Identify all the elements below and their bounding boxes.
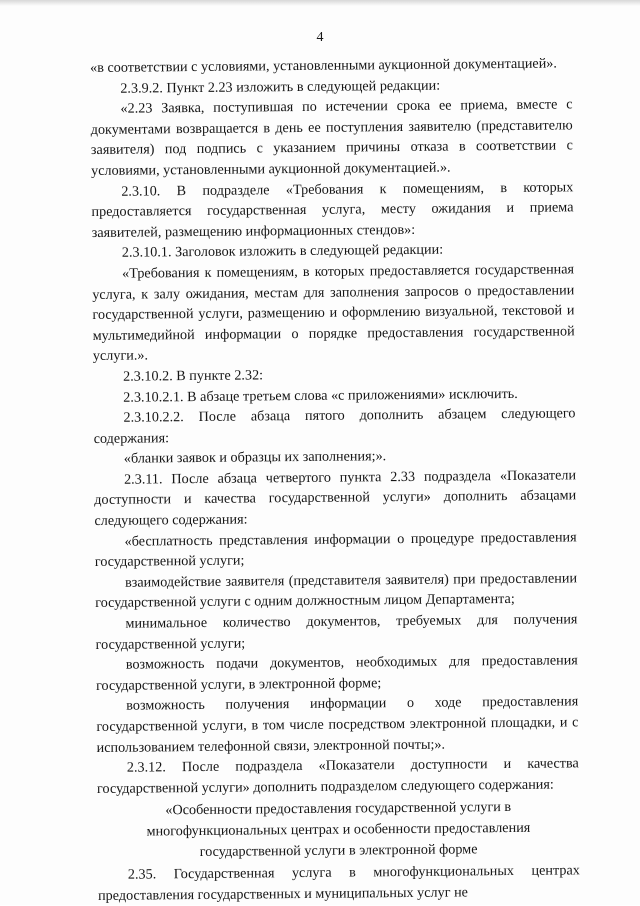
paragraph: 2.35. Государственная услуга в многофункциональных центрах предоставления государственных и муниципальных услуг не [97,862,580,904]
paragraph: 2.3.10.2.1. В абзаце третьем слова «с приложениями» исключить. [123,385,518,406]
paragraph: 2.3.10. В подразделе «Требования к помещениям, в которых предоставляется государственная услуга, месту ожидания и приема заявителей, размещению информационных стендов»: [91,178,574,241]
subsection-heading-line: «Особенности предоставления государственной услуги в [165,799,512,819]
paragraph: минимальное количество документов, требуемых для получения государственной услуги; [95,611,578,653]
subsection-heading-line: государственной услуги в электронной форме [199,840,478,860]
paragraph: 2.3.11. После абзаца четвертого пункта 2.33 подраздела «Показатели доступности и качества государственной услуги» дополнить абзацами следующего содержания: [94,467,577,530]
paragraph: 2.3.10.2.2. После абзаца пятого дополнить абзацем следующего содержания: [93,405,576,447]
subsection-heading [97,797,580,863]
paragraph: «2.23 Заявка, поступившая по истечении срока ее приема, вместе с документами возвращается в день ее поступления заявителю (представителю заявителя) под подпись с указанием причины отказа в соответствии с условиями, установленными аукционной документацией.». [90,96,573,179]
paragraph: возможность получения информации о ходе предоставления государственной услуги, в том числе посредством электронной площадки, и с использованием телефонной связи, электронной почты;». [96,693,579,756]
page-number: 4 [316,30,324,45]
paragraph: «бланки заявок и образцы их заполнения;». [123,448,387,467]
paragraph: «в соответствии с условиями, установленными аукционной документацией». [90,55,557,76]
paragraph: «Требования к помещениям, в которых предоставляется государственная услуга, к залу ожидания, местам для заполнения запросов о предоставлении государственной услуги, размещению и оформлению визуальной, текстовой и мультимедийной информации о порядке предоставления государственной услуги.». [92,261,575,365]
document-body [90,53,580,906]
paragraph: 2.3.10.1. Заголовок изложить в следующей редакции: [121,241,444,262]
subsection-heading-line: многофункциональных центрах и особенности предоставления [146,819,531,840]
paragraph: возможность подачи документов, необходимых для предоставления государственной услуги, в электронной форме; [95,652,578,694]
paragraph: 2.3.10.2. В пункте 2.32: [122,367,264,385]
paragraph: «бесплатность представления информации о процедуре предоставления государственной услуги; [94,529,577,571]
paragraph: 2.3.9.2. Пункт 2.23 изложить в следующей редакции: [120,77,441,97]
paragraph: взаимодействие заявителя (представителя заявителя) при предоставлении государственной услуги с одним должностным лицом Департамента; [95,570,578,612]
paragraph: 2.3.12. После подраздела «Показатели доступности и качества государственной услуги» дополнить подразделом следующего содержания: [96,755,579,797]
scan-edge [0,0,640,6]
